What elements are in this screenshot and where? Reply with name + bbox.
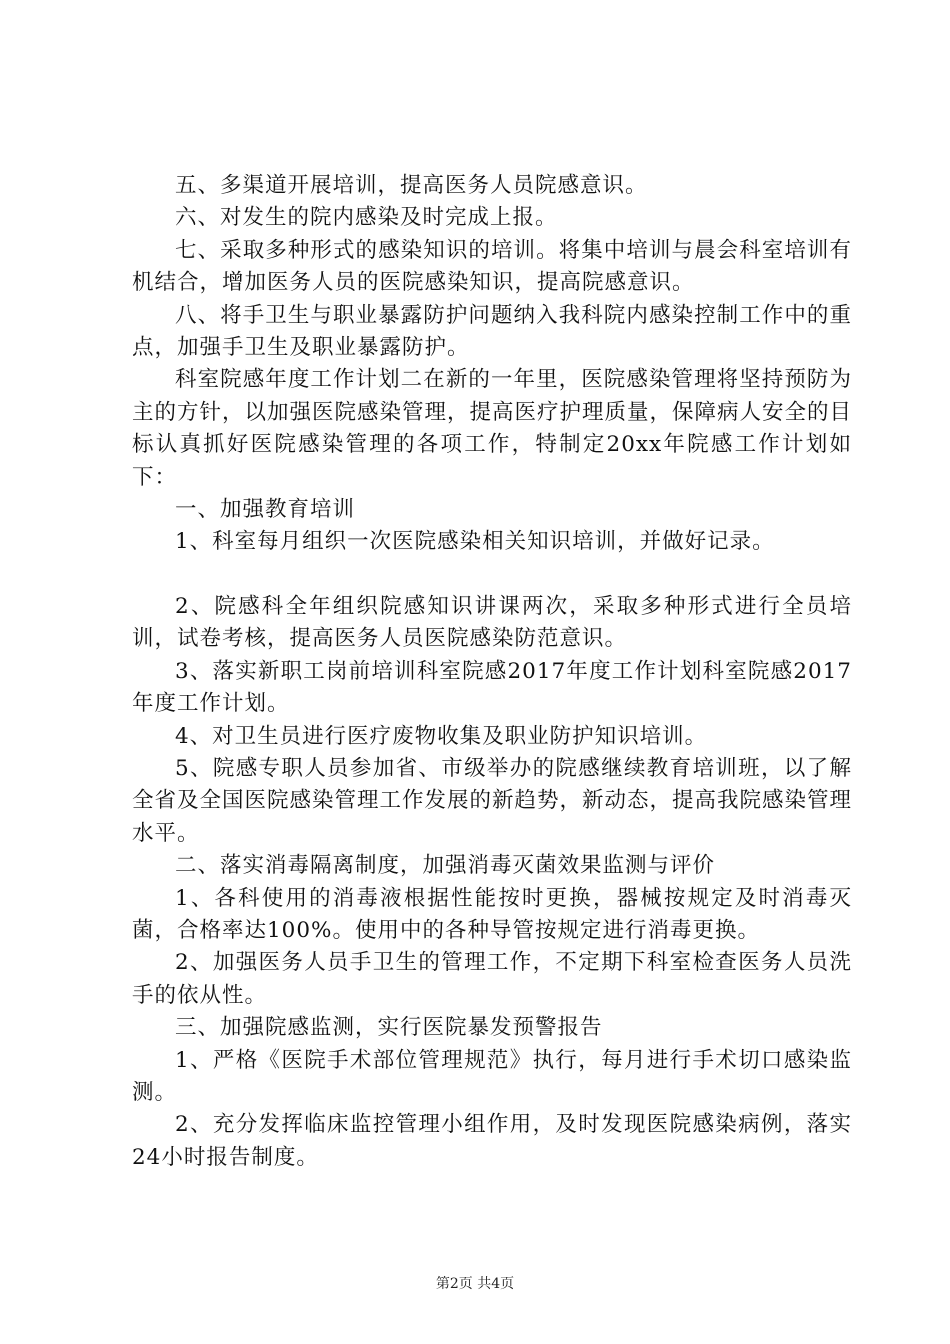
section-heading: 二、落实消毒隔离制度，加强消毒灭菌效果监测与评价 [175,853,716,879]
paragraph: 4、对卫生员进行医疗废物收集及职业防护知识培训。 [175,723,708,749]
page-number-footer: 第2页 共4页 [435,1276,515,1292]
paragraph: 2、充分发挥临床监控管理小组作用，及时发现医院感染病例，落实24小时报告制度。 [132,1112,852,1170]
paragraph: 1、严格《医院手术部位管理规范》执行，每月进行手术切口感染监测。 [132,1047,852,1105]
paragraph: 1、各科使用的消毒液根据性能按时更换，器械按规定及时消毒灭菌，合格率达100%。使用中的各种导管按规定进行消毒更换。 [132,885,852,943]
paragraph: 科室院感年度工作计划二在新的一年里，医院感染管理将坚持预防为主的方针，以加强医院感染管理，提高医疗护理质量，保障病人安全的目标认真抓好医院感染管理的各项工作，特制定20xx年院感工作计划如下： [132,367,853,490]
document-body [132,170,852,1174]
section-heading: 三、加强院感监测，实行医院暴发预警报告 [175,1015,603,1041]
paragraph: 六、对发生的院内感染及时完成上报。 [175,205,558,231]
section-heading: 一、加强教育培训 [175,497,356,523]
paragraph: 2、院感科全年组织院感知识讲课两次，采取多种形式进行全员培训，试卷考核，提高医务人员医院感染防范意识。 [132,593,852,652]
paragraph: 3、落实新职工岗前培训科室院感2017年度工作计划科室院感2017年度工作计划。 [132,658,852,717]
paragraph: 七、采取多种形式的感染知识的培训。将集中培训与晨会科室培训有机结合，增加医务人员的医院感染知识，提高院感意识。 [132,237,852,296]
paragraph: 八、将手卫生与职业暴露防护问题纳入我科院内感染控制工作中的重点，加强手卫生及职业暴露防护。 [132,302,852,361]
paragraph: 五、多渠道开展培训，提高医务人员院感意识。 [175,173,648,198]
paragraph: 1、科室每月组织一次医院感染相关知识培训，并做好记录。 [175,529,775,555]
paragraph: 2、加强医务人员手卫生的管理工作，不定期下科室检查医务人员洗手的依从性。 [132,950,852,1008]
paragraph: 5、院感专职人员参加省、市级举办的院感继续教育培训班，以了解全省及全国医院感染管理工作发展的新趋势，新动态，提高我院感染管理水平。 [132,755,853,846]
